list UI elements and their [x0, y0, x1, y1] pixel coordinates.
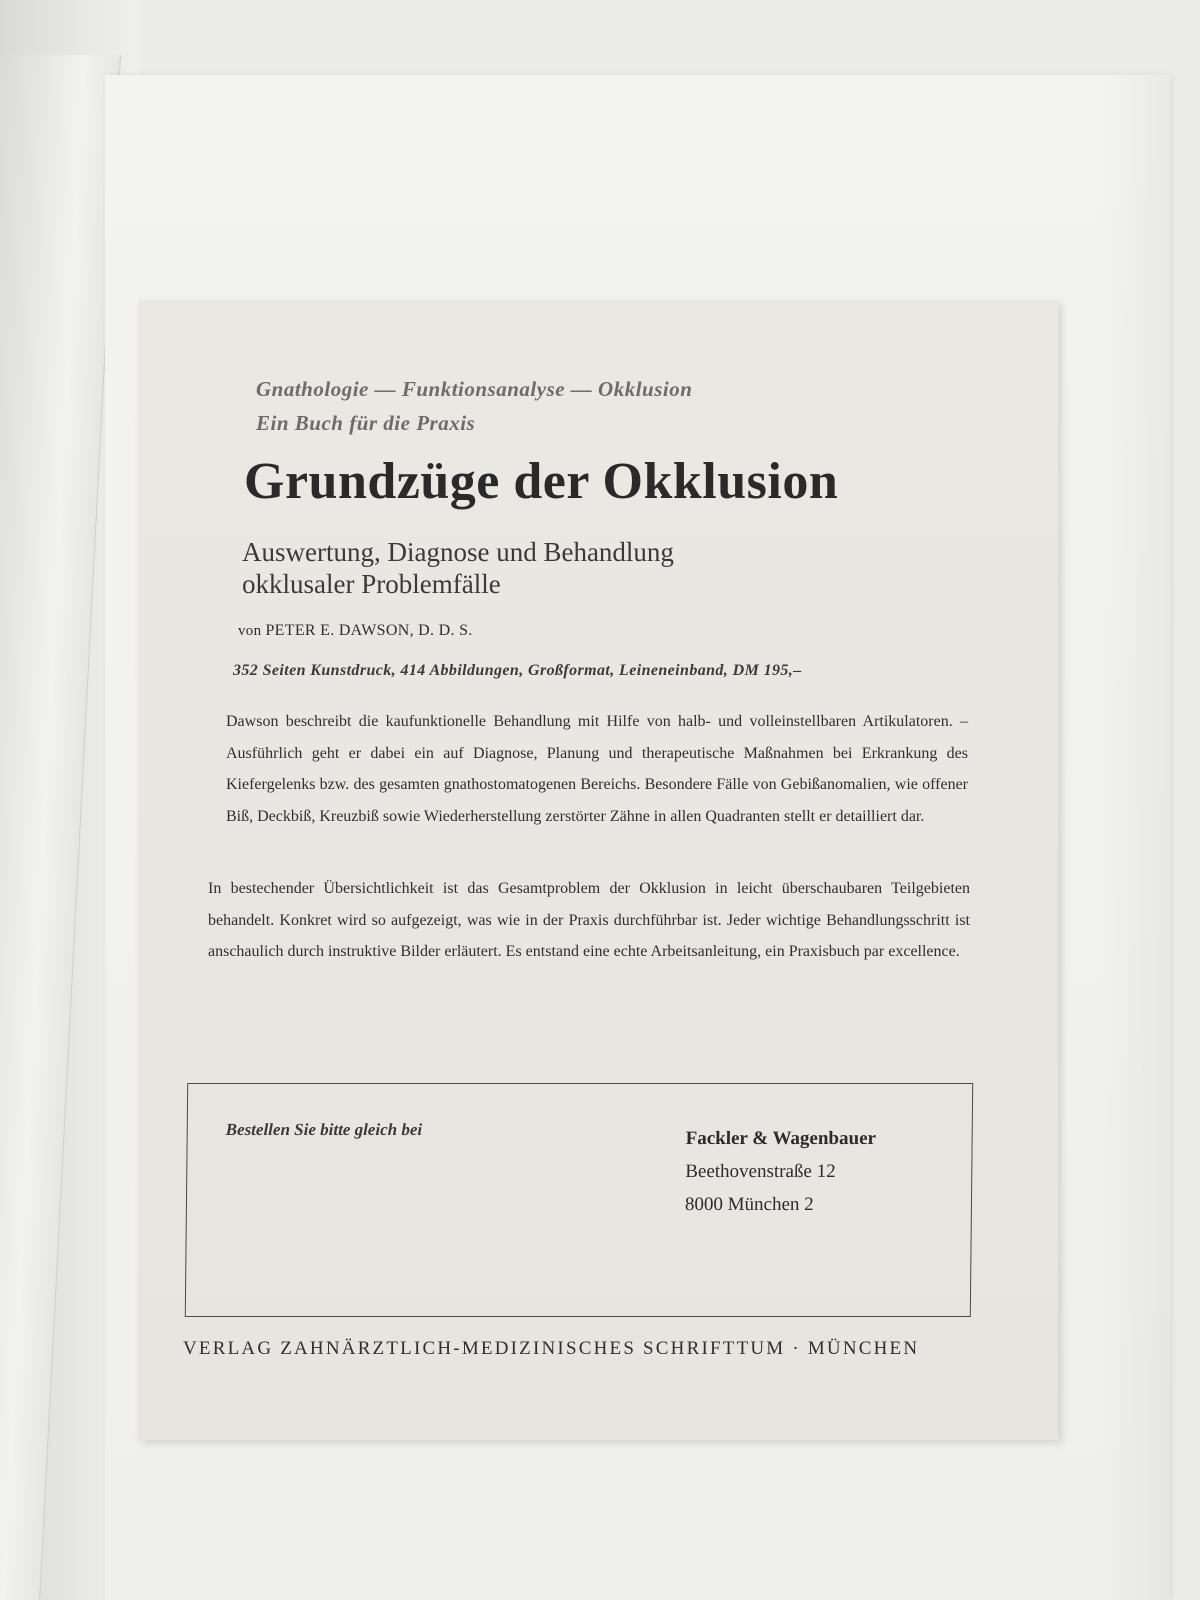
- description-paragraph-2: In bestechender Übersichtlichkeit ist das Gesamtproblem der Okklusion in leicht überschaubaren Teilgebieten behandelt. Konkret wird so aufgezeigt, was wie in der Praxis durchführbar ist. Jeder wichtige Behandlungsschritt ist anschaulich durch instruktive Bilder erläutert. Es entstand eine echte Arbeitsanleitung, ein Praxisbuch par excellence.: [208, 880, 970, 960]
- book-specs: 352 Seiten Kunstdruck, 414 Abbildungen, Großformat, Leineneinband, DM 195,–: [233, 662, 802, 679]
- publisher-footer: VERLAG ZAHNÄRZTLICH-MEDIZINISCHES SCHRIFTTUM · MÜNCHEN: [183, 1338, 920, 1359]
- series-line-2: Ein Buch für die Praxis: [256, 411, 476, 435]
- book-title: Grundzüge der Okklusion: [244, 453, 839, 510]
- order-prompt: Bestellen Sie bitte gleich bei: [225, 1120, 423, 1139]
- subtitle-line-2: okklusaler Problemfälle: [242, 569, 501, 599]
- dealer-address: [685, 1122, 876, 1221]
- description-paragraph-1: Dawson beschreibt die kaufunktionelle Behandlung mit Hilfe von halb- und volleinstellbaren Artikulatoren. – Ausführlich geht er dabei ein auf Diagnose, Planung und therapeutische Maßnahmen bei Erkrankung des Kiefergelenks bzw. des gesamten gnathostomatogenen Bereichs. Besondere Fälle von Gebißanomalien, wie offener Biß, Deckbiß, Kreuzbiß sowie Wiederherstellung zerstörter Zähne in allen Quadranten stellt er detailliert dar.: [226, 713, 968, 825]
- insert-content: [138, 300, 1058, 1440]
- subtitle-line-1: Auswertung, Diagnose und Behandlung: [242, 537, 674, 567]
- dealer-name: Fackler & Wagenbauer: [685, 1128, 877, 1149]
- page-shadow: [1100, 75, 1170, 1600]
- author-line: [238, 622, 473, 640]
- series-line-1: Gnathologie — Funktionsanalyse — Okklusion: [256, 377, 693, 401]
- dealer-street: Beethovenstraße 12: [685, 1161, 836, 1182]
- book-subtitle: [242, 536, 674, 600]
- advertisement-insert: [138, 300, 1058, 1440]
- author-name: PETER E. DAWSON, D. D. S.: [265, 622, 473, 639]
- dealer-city: 8000 München 2: [684, 1194, 814, 1215]
- series-heading: [256, 372, 692, 440]
- author-prefix: von: [238, 623, 262, 639]
- order-box: [185, 1083, 973, 1317]
